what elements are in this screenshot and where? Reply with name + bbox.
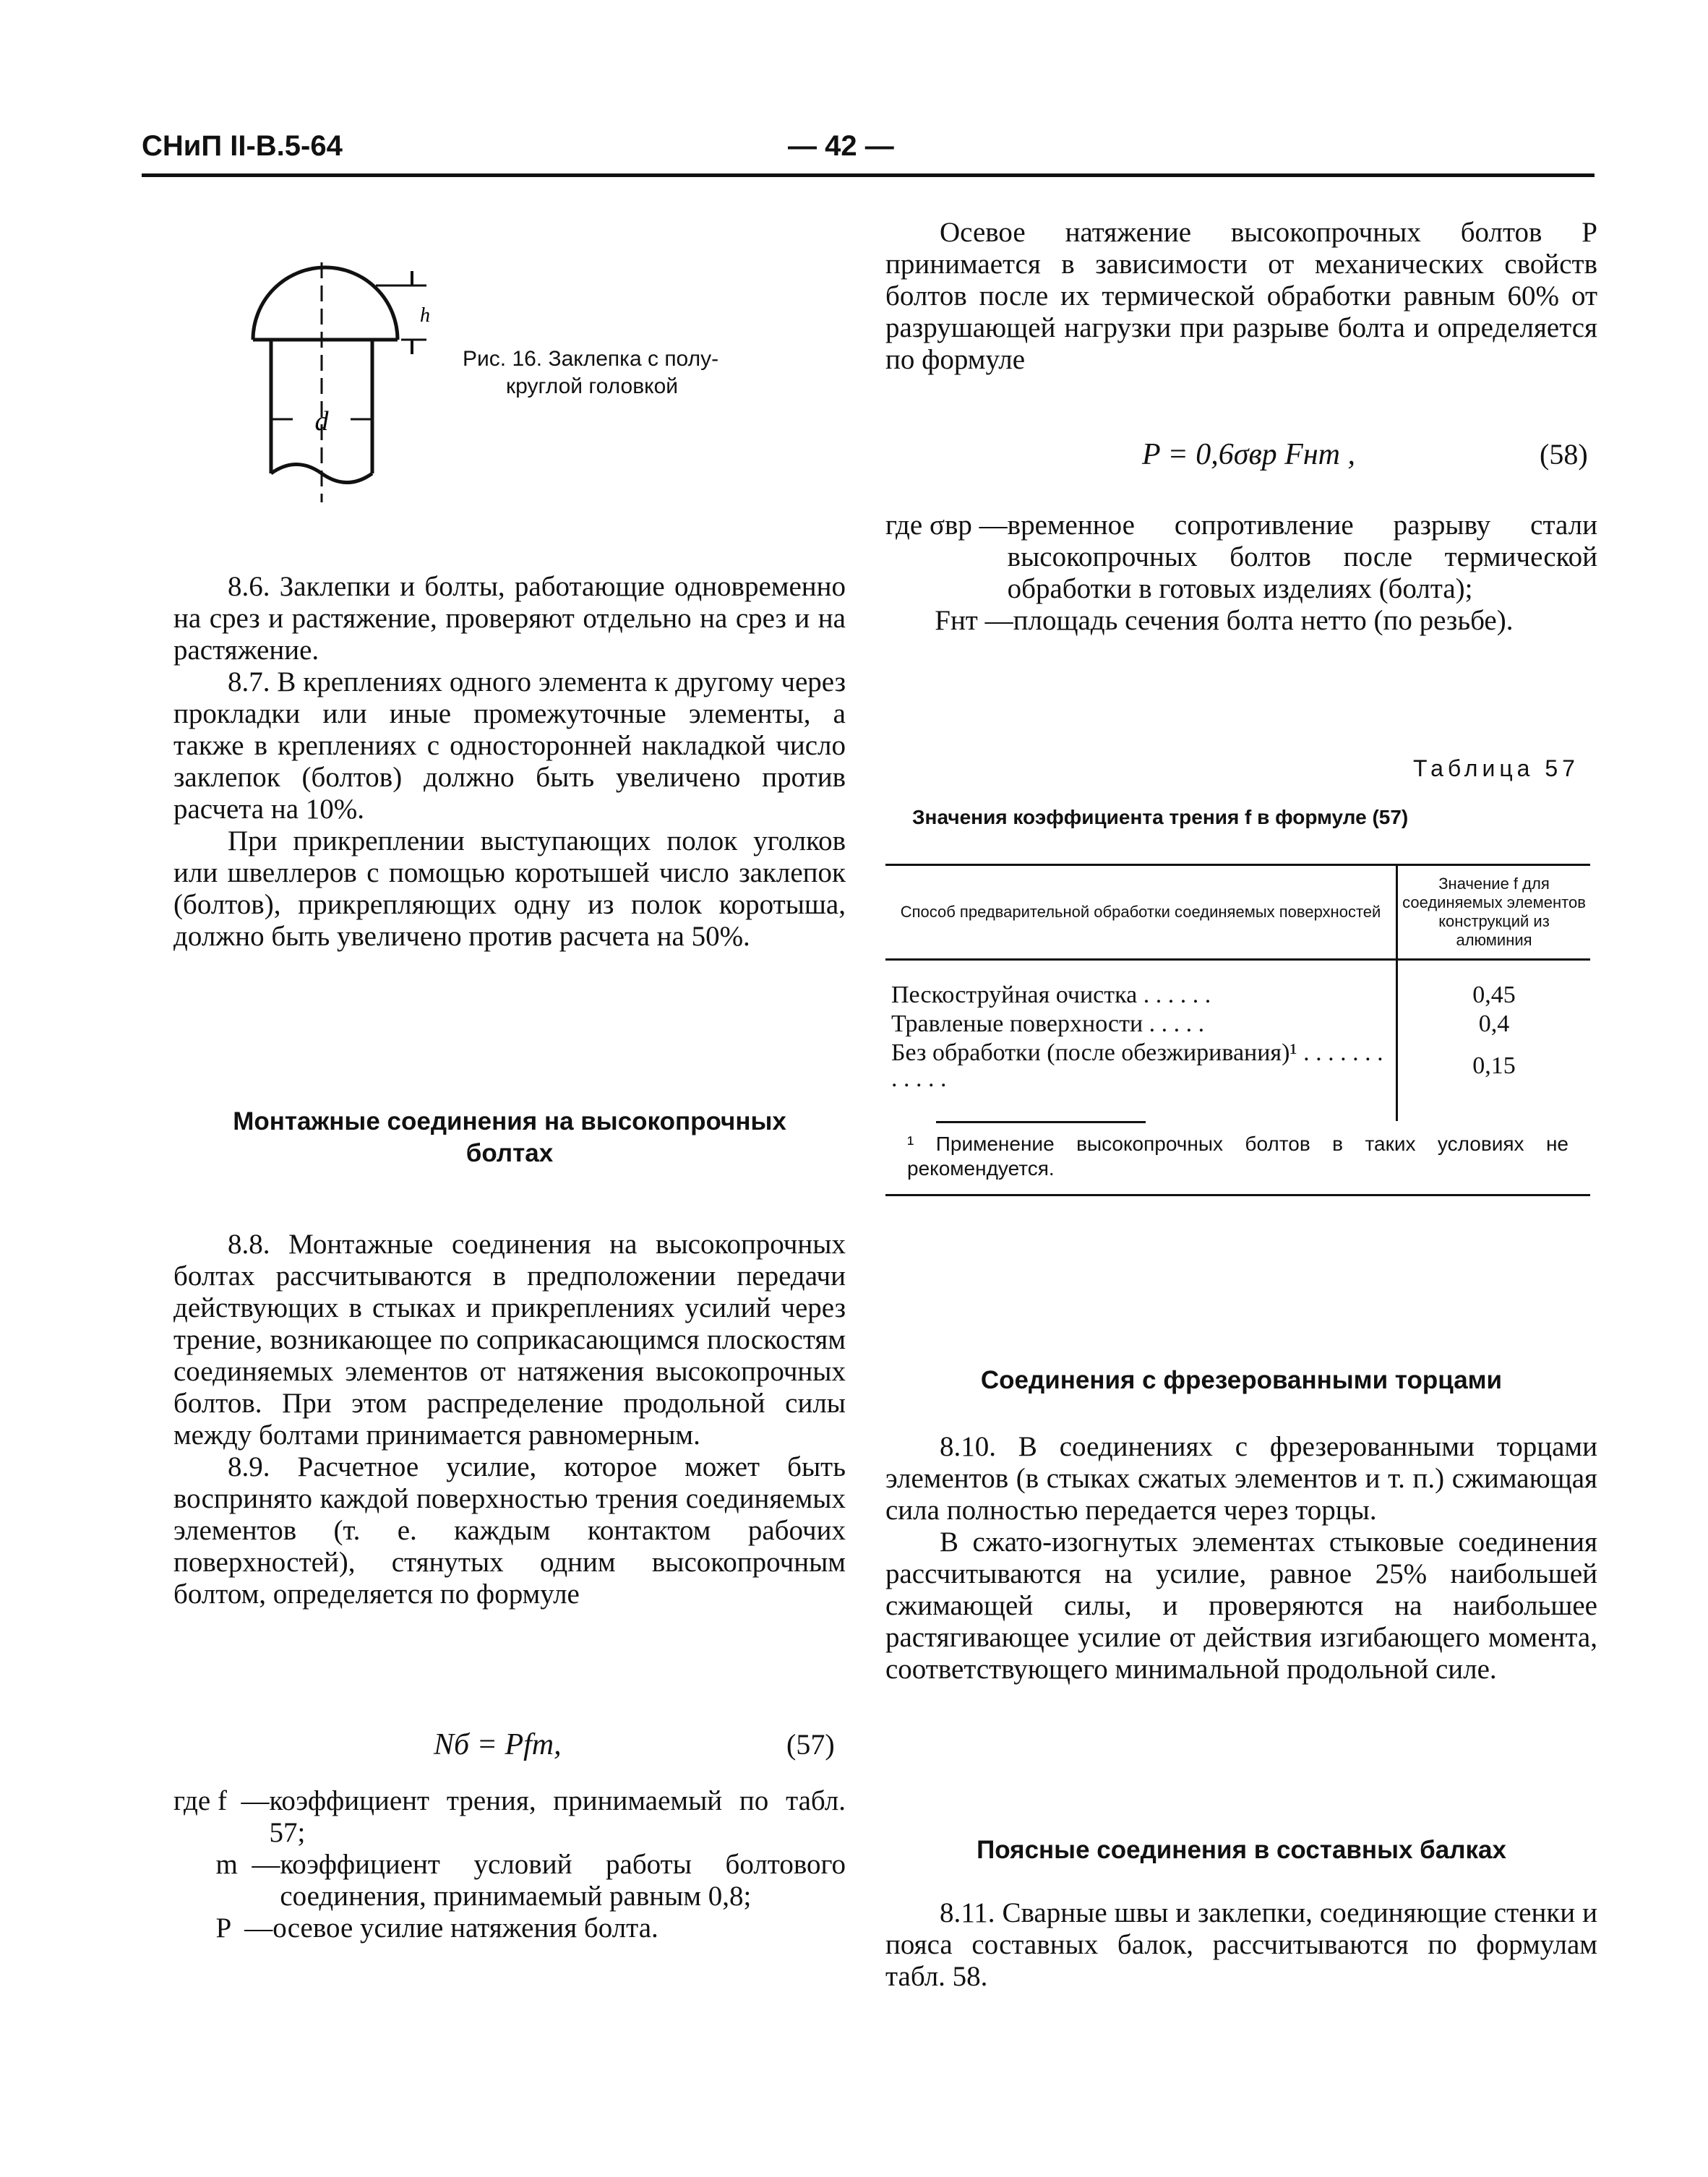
formula-57-definitions (173, 1785, 846, 1944)
rivet-figure (239, 257, 455, 517)
paragraph-8-9: 8.9. Расчетное усилие, которое может быть воспринято каждой поверхностью трения соединяемых элементов (т. е. каждым контактом рабочих поверхностей), стянутых одним высокопрочным болтом, определяется по формуле (173, 1451, 846, 1610)
table-header-value: Значение f для соединяемых элементов конструкций из алюминия (1397, 866, 1591, 960)
formula-58: P = 0,6σвр Fнт , (1142, 438, 1356, 471)
paragraph-axial-tension: Осевое натяжение высокопрочных болтов P принимается в зависимости от механических свойств болтов после их термической обработки равным 60% от разрушающей нагрузки при разрыве болта и определяется по формуле (885, 217, 1597, 375)
formula-58-definitions (885, 510, 1597, 637)
paragraph-8-10: 8.10. В соединениях с фрезерованными торцами элементов (в стыках сжатых элементов и т. п.) сжимающая сила полностью передается через торцы. (885, 1431, 1597, 1526)
paragraph-8-6: 8.6. Заклепки и болты, работающие одновременно на срез и растяжение, проверяют отдельно на срез и на растяжение. (173, 571, 846, 666)
paragraph-8-7: 8.7. В креплениях одного элемента к другому через прокладки или иные промежуточные элементы, а также в креплениях с односторонней накладкой число заклепок (болтов) должно быть увеличено против расчета на 10%. (173, 666, 846, 825)
definition-fnt: Fнт — площадь сечения болта нетто (по резьбе). (885, 605, 1514, 636)
paragraph-8-11: 8.11. Сварные швы и заклепки, соединяющие стенки и пояса составных балок, рассчитываются по формулам табл. 58. (885, 1897, 1597, 1992)
table-caption: Значения коэффициента трения f в формуле (57) (912, 806, 1409, 828)
table-row-method: Без обработки (после обезжиривания)¹ . . . . . . . . . . . . (885, 1039, 1397, 1121)
definition-p: P — осевое усилие натяжения болта. (173, 1912, 658, 1944)
figure-caption-line2: круглой головкой (506, 374, 679, 398)
section-heading-belt: Поясные соединения в составных балках (977, 1836, 1506, 1864)
formula-57-number: (57) (786, 1728, 835, 1761)
rivet-head-arc (253, 267, 398, 340)
table-footnote: ¹ Применение высокопрочных болтов в таких условиях не рекомендуется. (907, 1133, 1568, 1180)
definition-m: m — коэффициент условий работы болтового соединения, принимаемый равным 0,8; (173, 1849, 846, 1912)
table-row-method: Травленые поверхности . . . . . (885, 1010, 1397, 1039)
figure-caption-line1: Рис. 16. Заклепка с полу- (463, 347, 719, 371)
table-row-method: Пескоструйная очистка . . . . . . (885, 960, 1397, 1010)
section-heading-hs-bolts: Монтажные соединения на высокопрочных болтах (233, 1107, 786, 1167)
table-row-value: 0,45 (1472, 982, 1516, 1008)
paragraph-8-7-cont: При прикреплении выступающих полок уголков или швеллеров с помощью коротышей число заклепок (болтов), прикрепляющих одну из полок коротыша, должно быть увеличено против расчета на 50%. (173, 825, 846, 952)
dim-label-d: d (314, 406, 329, 437)
document-code: СНиП II-В.5-64 (142, 130, 343, 162)
page-number: — 42 — (788, 130, 894, 162)
formula-57: Nб = Pfm, (434, 1728, 562, 1761)
table-row-value: 0,15 (1472, 1052, 1516, 1079)
formula-58-number: (58) (1540, 438, 1588, 471)
table-row-value: 0,4 (1478, 1010, 1510, 1037)
svg-text:h: h (420, 304, 430, 327)
header-rule (142, 173, 1595, 177)
definition-sigma: где σвр — временное сопротивление разрыву стали высокопрочных болтов после термической обработки в готовых изделиях (болта); (885, 510, 1597, 604)
paragraph-8-8: 8.8. Монтажные соединения на высокопрочных болтах рассчитываются в предположении передачи действующих в стыках и прикреплениях усилий через трение, возникающее по соприкасающимся плоскостям соединяемых элементов от натяжения высокопрочных болтов. При этом распределение продольной силы между болтами принимается равномерным. (173, 1229, 846, 1451)
table-57 (885, 864, 1590, 1196)
section-heading-milled: Соединения с фрезерованными торцами (980, 1366, 1503, 1394)
table-header-method: Способ предварительной обработки соединяемых поверхностей (885, 866, 1397, 960)
definition-f: где f — коэффициент трения, принимаемый по табл. 57; (173, 1785, 846, 1848)
table-title: Таблица 57 (1413, 755, 1579, 781)
paragraph-8-10-cont: В сжато-изогнутых элементах стыковые соединения рассчитываются на усилие, равное 25% наибольшей сжимающей силы, и проверяются на наибольшее растягивающее усилие от действия изгибающего момента, соответствующего минимальной продольной силе. (885, 1527, 1597, 1685)
